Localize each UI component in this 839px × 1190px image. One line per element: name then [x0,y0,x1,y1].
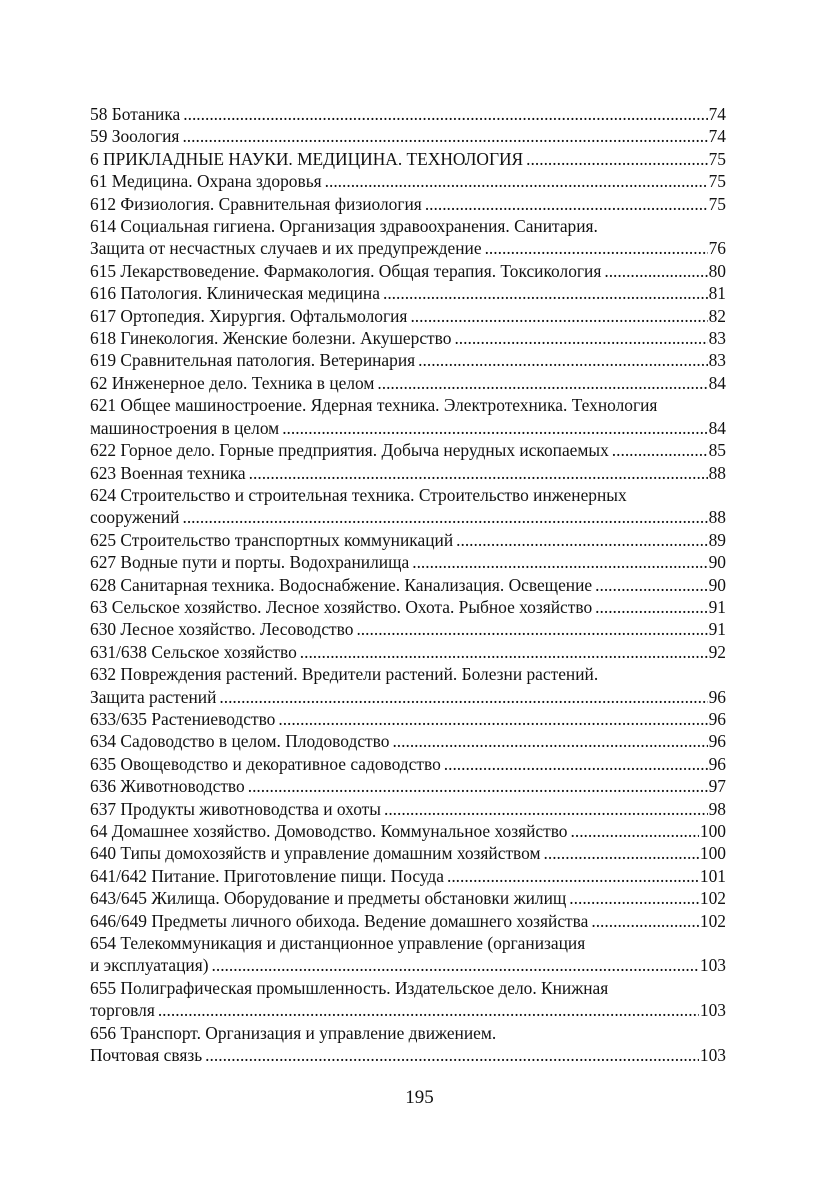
toc-entry-page: 83 [708,350,726,371]
dot-leader [418,349,707,371]
toc-entry-page: 85 [708,440,726,461]
toc-entry-line [90,1044,726,1066]
dot-leader [412,551,707,573]
toc-entry [90,349,726,371]
toc-entry [90,977,726,1022]
toc-entry-page: 96 [708,686,726,707]
toc-entry-page: 96 [708,731,726,752]
toc-entry-title: 612 Физиология. Сравнительная физиология [90,193,422,214]
toc-entry-page: 74 [708,126,726,147]
toc-entry-page: 98 [708,798,726,819]
toc-entry-line [90,193,726,215]
dot-leader [249,462,708,484]
toc-entry-title: 622 Горное дело. Горные предприятия. Добыча нерудных ископаемых [90,440,609,461]
toc-entry [90,910,726,932]
dot-leader [182,125,707,147]
toc-entry-line [90,730,726,752]
toc-entry-title-line: 614 Социальная гигиена. Организация здравоохранения. Санитария. [90,216,598,237]
toc-entry-title: 637 Продукты животноводства и охоты [90,798,381,819]
dot-leader [425,193,708,215]
toc-entry-page: 75 [708,193,726,214]
dot-leader [248,775,708,797]
toc-entry-page: 96 [708,708,726,729]
toc-entry-line [90,708,726,730]
toc-entry [90,103,726,125]
toc-entry-line [90,865,726,887]
toc-entry-title: 618 Гинекология. Женские болезни. Акушерство [90,328,452,349]
toc-entry-line [90,775,726,797]
toc-entry [90,439,726,461]
dot-leader [595,596,707,618]
toc-entry [90,753,726,775]
toc-entry-line [90,237,726,259]
toc-entry [90,484,726,529]
toc-entry-page: 102 [699,910,726,931]
dot-leader [526,148,707,170]
toc-entry-page: 91 [708,619,726,640]
toc-entry [90,842,726,864]
toc-entry [90,641,726,663]
dot-leader [604,260,707,282]
toc-entry [90,574,726,596]
toc-entry-title: 634 Садоводство в целом. Плодоводство [90,731,390,752]
toc-entry-title: Защита растений [90,686,217,707]
toc-entry-line [90,798,726,820]
toc-entry [90,551,726,573]
toc-entry-title: сооружений [90,507,180,528]
toc-entry-page: 82 [708,305,726,326]
toc-entry-page: 74 [708,104,726,124]
toc-entry-title: 615 Лекарствоведение. Фармакология. Общая терапия. Токсикология [90,260,602,281]
toc-entry-page: 97 [708,776,726,797]
toc-entry [90,596,726,618]
toc-entry-line [90,349,726,371]
toc-entry-line [90,260,726,282]
toc-entry-page: 81 [708,283,726,304]
toc-entry [90,932,726,977]
dot-leader [278,708,707,730]
toc-entry-title: 6 ПРИКЛАДНЫЕ НАУКИ. МЕДИЦИНА. ТЕХНОЛОГИЯ [90,148,524,169]
dot-leader [595,574,707,596]
dot-leader [544,842,699,864]
dot-leader [325,170,708,192]
toc-entry [90,708,726,730]
toc-entry [90,775,726,797]
toc-entry-line [90,417,726,439]
toc-entry-title: и эксплуатация) [90,955,209,976]
toc-entry-page: 90 [708,574,726,595]
dot-leader [356,618,707,640]
dot-leader [456,529,707,551]
toc-entry-line [90,506,726,528]
toc-entry-line [90,618,726,640]
toc-entry-title: 636 Животноводство [90,776,245,797]
dot-leader [300,641,708,663]
toc-entry-title: 627 Водные пути и порты. Водохранилища [90,552,410,573]
toc-entry-title-line: 654 Телекоммуникация и дистанционное управление (организация [90,933,586,954]
toc-entry-line [90,753,726,775]
toc-entry [90,125,726,147]
dot-leader [571,820,699,842]
toc-entry-title: 625 Строительство транспортных коммуникаций [90,529,454,550]
toc-entry-line [90,125,726,147]
toc-entry [90,730,726,752]
toc-entry [90,865,726,887]
toc-entry-title-line: 655 Полиграфическая промышленность. Издательское дело. Книжная [90,977,609,998]
toc-entry [90,820,726,842]
dot-leader [384,798,708,820]
toc-entry-title: 641/642 Питание. Приготовление пищи. Посуда [90,865,444,886]
toc-entry-page: 75 [708,148,726,169]
dot-leader [454,327,707,349]
toc-entry-title: 640 Типы домохозяйств и управление домашним хозяйством [90,843,541,864]
toc-entry-page: 96 [708,753,726,774]
toc-entry-title: 617 Ортопедия. Хирургия. Офтальмология [90,305,408,326]
toc-entry [90,798,726,820]
toc-entry-line [90,574,726,596]
toc-entry-line [90,596,726,618]
toc-entry-line [90,462,726,484]
dot-leader [485,237,708,259]
toc-entry-line [90,820,726,842]
toc-entry [90,462,726,484]
page-number: 195 [405,1087,434,1108]
toc-entry-title: 635 Овощеводство и декоративное садоводство [90,753,441,774]
toc-entry [90,618,726,640]
toc-entry-page: 100 [699,843,726,864]
dot-leader [392,730,707,752]
dot-leader [444,753,708,775]
toc-entry-line [90,103,726,125]
toc-entry-page: 103 [699,1045,726,1066]
toc-entry [90,1022,726,1067]
toc-entry-line [90,439,726,461]
toc-entry-line [90,954,726,976]
toc-entry-line [90,282,726,304]
toc-entry-title: 643/645 Жилища. Оборудование и предметы обстановки жилищ [90,888,567,909]
table-of-contents [90,103,726,1066]
dot-leader [410,305,707,327]
toc-entry-line [90,910,726,932]
toc-entry-title: машиностроения в целом [90,417,280,438]
toc-entry-page: 88 [708,462,726,483]
toc-entry-page: 80 [708,260,726,281]
toc-entry-page: 84 [708,417,726,438]
toc-entry [90,282,726,304]
toc-entry [90,193,726,215]
toc-entry-title: 619 Сравнительная патология. Ветеринария [90,350,416,371]
dot-leader [612,439,708,461]
toc-entry-title: 61 Медицина. Охрана здоровья [90,171,322,192]
toc-entry-page: 91 [708,596,726,617]
toc-entry-title: 623 Военная техника [90,462,246,483]
dot-leader [158,999,699,1021]
dot-leader [205,1044,699,1066]
toc-entry [90,305,726,327]
toc-entry-title: Защита от несчастных случаев и их предупреждение [90,238,482,259]
toc-entry-page: 84 [708,372,726,393]
toc-entry-title: 62 Инженерное дело. Техника в целом [90,372,375,393]
toc-entry-line [90,327,726,349]
toc-entry [90,260,726,282]
toc-entry-title-line: 621 Общее машиностроение. Ядерная техника. Электротехника. Технология [90,395,658,416]
toc-entry [90,529,726,551]
toc-entry-title-line: 632 Повреждения растений. Вредители растений. Болезни растений. [90,664,599,685]
dot-leader [591,910,699,932]
toc-entry-page: 101 [699,865,726,886]
dot-leader [182,506,707,528]
toc-entry-page: 103 [699,955,726,976]
toc-entry-title: 64 Домашнее хозяйство. Домоводство. Коммунальное хозяйство [90,821,568,841]
toc-entry [90,887,726,909]
toc-entry-title: 63 Сельское хозяйство. Лесное хозяйство. Охота. Рыбное хозяйство [90,596,593,617]
toc-entry-page: 103 [699,1000,726,1021]
toc-entry-title: торговля [90,1000,155,1021]
toc-entry-title: 628 Санитарная техника. Водоснабжение. Канализация. Освещение [90,574,593,595]
toc-entry-title: 59 Зоология [90,126,180,147]
toc-entry-line [90,170,726,192]
toc-entry-line [90,372,726,394]
toc-entry-page: 83 [708,328,726,349]
dot-leader [377,372,707,394]
toc-entry-line [90,305,726,327]
dot-leader [212,954,699,976]
toc-entry-line [90,999,726,1021]
toc-entry-title: 631/638 Сельское хозяйство [90,641,297,662]
toc-entry-title: 646/649 Предметы личного обихода. Ведение домашнего хозяйства [90,910,589,931]
dot-leader [383,282,708,304]
dot-leader [282,417,707,439]
toc-entry-line [90,686,726,708]
toc-entry-page: 92 [708,641,726,662]
toc-entry-title: 616 Патология. Клиническая медицина [90,283,380,304]
toc-entry-line [90,551,726,573]
toc-entry-page: 100 [699,821,726,841]
toc-entry-line [90,842,726,864]
toc-entry [90,394,726,439]
toc-entry-line [90,887,726,909]
toc-entry-title-line: 624 Строительство и строительная техника. Строительство инженерных [90,484,627,505]
toc-entry [90,663,726,708]
toc-entry [90,372,726,394]
toc-entry-line [90,641,726,663]
toc-entry-title-line: 656 Транспорт. Организация и управление движением. [90,1022,497,1043]
toc-entry [90,148,726,170]
dot-leader [447,865,699,887]
toc-entry-page: 76 [708,238,726,259]
toc-entry [90,170,726,192]
toc-entry-title: 630 Лесное хозяйство. Лесоводство [90,619,354,640]
dot-leader [183,103,707,125]
toc-entry-page: 102 [699,888,726,909]
toc-entry-line [90,148,726,170]
toc-entry-page: 90 [708,552,726,573]
toc-entry [90,327,726,349]
toc-entry-line [90,529,726,551]
toc-entry-title: Почтовая связь [90,1045,203,1066]
toc-entry-title: 58 Ботаника [90,104,181,124]
dot-leader [569,887,699,909]
toc-entry-page: 88 [708,507,726,528]
toc-entry-title: 633/635 Растениеводство [90,708,276,729]
toc-entry [90,215,726,260]
toc-entry-page: 75 [708,171,726,192]
toc-entry-page: 89 [708,529,726,550]
dot-leader [219,686,707,708]
